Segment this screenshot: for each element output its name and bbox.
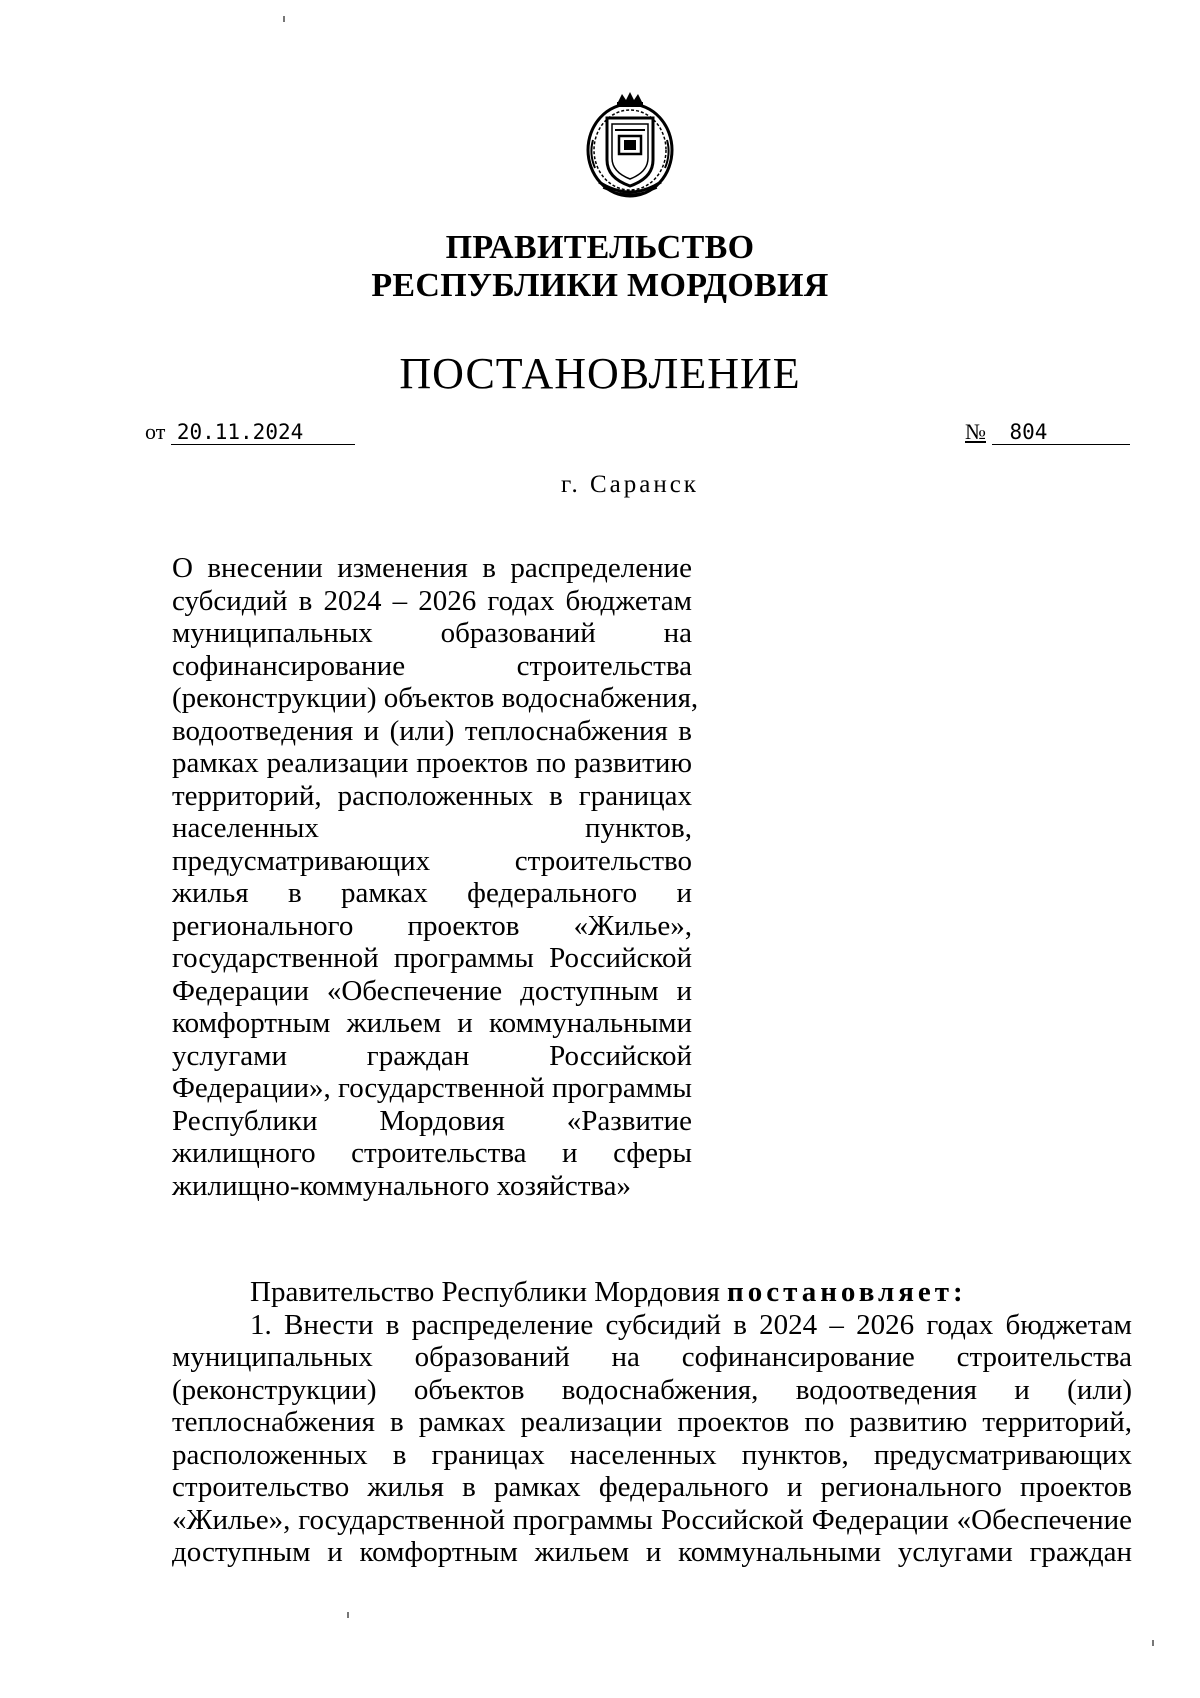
document-body xyxy=(172,1276,1132,1569)
date-prefix: от xyxy=(145,419,166,444)
scan-speck xyxy=(283,16,285,22)
subject-line: регионального проектов «Жилье», xyxy=(172,909,692,942)
number-field xyxy=(965,418,1130,446)
intro-action: постановляет: xyxy=(727,1276,967,1308)
subject-line: Федерации «Обеспечение доступным и xyxy=(172,974,692,1007)
subject-line: территорий, расположенных в границах xyxy=(172,779,692,812)
paragraph-1 xyxy=(172,1309,1132,1569)
date-value: 20.11.2024 xyxy=(171,420,355,445)
scan-speck xyxy=(347,1612,349,1618)
paragraph-line: расположенных в границах населенных пунктов, предусматривающих xyxy=(172,1438,1132,1471)
intro-text: Правительство Республики Мордовия xyxy=(250,1276,728,1308)
paragraph-line: (реконструкции) объектов водоснабжения, водоотведения и (или) xyxy=(172,1373,1132,1406)
number-value: 804 xyxy=(992,420,1130,445)
subject-line: Республики Мордовия «Развитие xyxy=(172,1104,692,1137)
scan-speck xyxy=(1152,1640,1154,1646)
subject-line: услугами граждан Российской xyxy=(172,1039,692,1072)
paragraph-line: строительство жилья в рамках федерального и регионального проектов xyxy=(172,1471,1132,1503)
subject-line: жилья в рамках федерального и xyxy=(172,877,692,909)
document-subject xyxy=(172,552,699,1202)
subject-line: комфортным жильем и коммунальными xyxy=(172,1007,692,1039)
paragraph-line: 1. Внести в распределение субсидий в 2024 – 2026 годах бюджетам xyxy=(250,1308,1132,1341)
subject-line: водоотведения и (или) теплоснабжения в xyxy=(172,714,692,747)
resolution-intro xyxy=(172,1276,1132,1309)
subject-line: населенных пунктов, xyxy=(172,812,692,844)
subject-line: софинансирование строительства xyxy=(172,649,692,682)
subject-line: предусматривающих строительство xyxy=(172,844,692,877)
subject-line: Федерации», государственной программы xyxy=(172,1072,692,1104)
subject-line: жилищного строительства и сферы xyxy=(172,1137,692,1169)
subject-line: (реконструкции) объектов водоснабжения, xyxy=(172,682,699,714)
document-type-title: ПОСТАНОВЛЕНИЕ xyxy=(399,349,801,398)
subject-line: жилищно-коммунального хозяйства» xyxy=(172,1169,632,1202)
subject-line: муниципальных образований на xyxy=(172,617,692,649)
paragraph-line: теплоснабжения в рамках реализации проектов по развитию территорий, xyxy=(172,1406,1132,1438)
coat-of-arms-icon xyxy=(581,90,679,202)
subject-line: О внесении изменения в распределение xyxy=(172,552,692,584)
subject-line: рамках реализации проектов по развитию xyxy=(172,747,692,779)
subject-line: государственной программы Российской xyxy=(172,942,692,974)
subject-line: субсидий в 2024 – 2026 годах бюджетам xyxy=(172,584,692,617)
city-label: г. Саранск xyxy=(561,471,699,498)
org-title-line1: ПРАВИТЕЛЬСТВО xyxy=(445,229,755,266)
paragraph-line: муниципальных образований на софинансирование строительства xyxy=(172,1341,1132,1373)
paragraph-line: доступным и комфортным жильем и коммунальными услугами граждан xyxy=(172,1536,1132,1568)
org-title-line2: РЕСПУБЛИКИ МОРДОВИЯ xyxy=(371,267,829,304)
paragraph-line: «Жилье», государственной программы Российской Федерации «Обеспечение xyxy=(172,1503,1132,1536)
date-field xyxy=(145,418,355,446)
number-prefix: № xyxy=(965,419,986,444)
